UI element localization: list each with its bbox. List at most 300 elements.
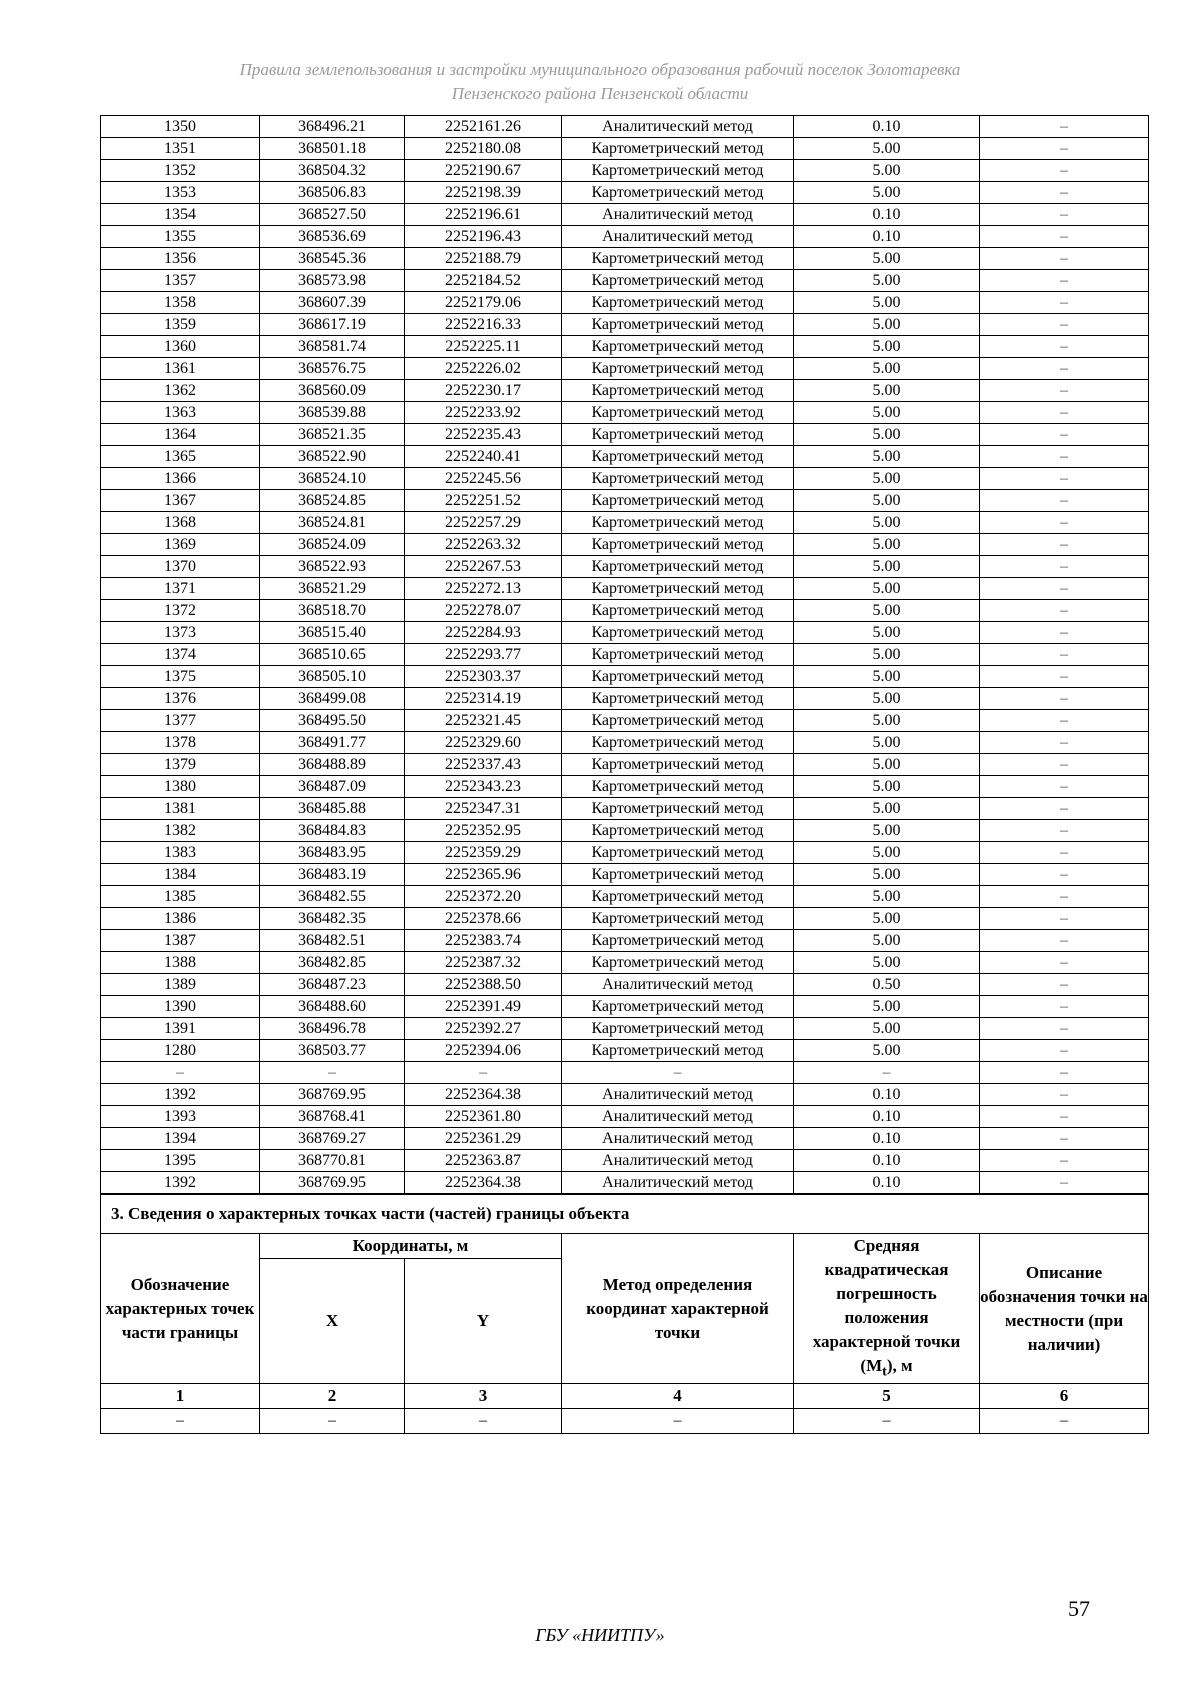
header-line-2: Пензенского района Пензенской области: [451, 84, 749, 103]
section-3-numbers-row: [101, 1384, 1149, 1409]
description-cell: –: [980, 314, 1149, 336]
point-id-cell: 1385: [101, 886, 260, 908]
y-coordinate-cell: 2252394.06: [405, 1040, 562, 1062]
description-cell: –: [980, 1128, 1149, 1150]
table-row: [101, 996, 1149, 1018]
y-coordinate-cell: 2252230.17: [405, 380, 562, 402]
description-cell: –: [980, 798, 1149, 820]
description-cell: –: [980, 336, 1149, 358]
point-id-cell: 1370: [101, 556, 260, 578]
error-cell: 5.00: [794, 248, 980, 270]
method-cell: Картометрический метод: [562, 182, 794, 204]
x-coordinate-cell: 368483.19: [260, 864, 405, 886]
table-row: [101, 1018, 1149, 1040]
y-coordinate-cell: 2252314.19: [405, 688, 562, 710]
description-cell: –: [980, 182, 1149, 204]
method-cell: Картометрический метод: [562, 138, 794, 160]
x-coordinate-cell: 368496.21: [260, 116, 405, 138]
x-coordinate-cell: 368495.50: [260, 710, 405, 732]
y-coordinate-cell: 2252293.77: [405, 644, 562, 666]
point-id-cell: 1358: [101, 292, 260, 314]
x-coordinate-cell: 368524.81: [260, 512, 405, 534]
description-cell: –: [980, 1172, 1149, 1194]
description-cell: –: [980, 1084, 1149, 1106]
y-coordinate-cell: 2252378.66: [405, 908, 562, 930]
error-cell: 5.00: [794, 930, 980, 952]
header-error-unit: ), м: [886, 1356, 913, 1375]
method-cell: Картометрический метод: [562, 600, 794, 622]
coordinates-table-body: [101, 116, 1149, 1194]
method-cell: Картометрический метод: [562, 1018, 794, 1040]
method-cell: Картометрический метод: [562, 380, 794, 402]
x-coordinate-cell: 368510.65: [260, 644, 405, 666]
table-row: [101, 248, 1149, 270]
error-cell: 5.00: [794, 666, 980, 688]
description-cell: –: [980, 776, 1149, 798]
error-cell: 5.00: [794, 138, 980, 160]
table-row: [101, 1128, 1149, 1150]
description-cell: –: [980, 842, 1149, 864]
description-cell: –: [980, 512, 1149, 534]
y-coordinate-cell: 2252179.06: [405, 292, 562, 314]
y-coordinate-cell: 2252161.26: [405, 116, 562, 138]
method-cell: Аналитический метод: [562, 116, 794, 138]
table-row: [101, 138, 1149, 160]
y-coordinate-cell: 2252372.20: [405, 886, 562, 908]
table-row: [101, 1172, 1149, 1194]
method-cell: Картометрический метод: [562, 534, 794, 556]
description-cell: –: [980, 424, 1149, 446]
column-number: 6: [980, 1384, 1149, 1409]
point-id-cell: 1383: [101, 842, 260, 864]
y-coordinate-cell: 2252361.80: [405, 1106, 562, 1128]
description-cell: –: [980, 930, 1149, 952]
point-id-cell: 1382: [101, 820, 260, 842]
method-cell: Картометрический метод: [562, 798, 794, 820]
method-cell: Аналитический метод: [562, 1172, 794, 1194]
method-cell: Картометрический метод: [562, 842, 794, 864]
table-row: [101, 842, 1149, 864]
description-cell: –: [980, 886, 1149, 908]
error-cell: 5.00: [794, 842, 980, 864]
method-cell: Картометрический метод: [562, 930, 794, 952]
error-cell: –: [794, 1062, 980, 1084]
error-cell: 0.10: [794, 1128, 980, 1150]
y-coordinate-cell: 2252263.32: [405, 534, 562, 556]
y-coordinate-cell: 2252184.52: [405, 270, 562, 292]
description-cell: –: [980, 490, 1149, 512]
method-cell: Аналитический метод: [562, 974, 794, 996]
y-coordinate-cell: 2252216.33: [405, 314, 562, 336]
method-cell: Картометрический метод: [562, 820, 794, 842]
table-row: [101, 292, 1149, 314]
error-cell: 5.00: [794, 710, 980, 732]
table-row: [101, 534, 1149, 556]
y-coordinate-cell: 2252198.39: [405, 182, 562, 204]
description-cell: –: [980, 160, 1149, 182]
y-coordinate-cell: 2252267.53: [405, 556, 562, 578]
point-id-cell: 1374: [101, 644, 260, 666]
method-cell: Картометрический метод: [562, 358, 794, 380]
column-number: 2: [260, 1384, 405, 1409]
point-id-cell: –: [101, 1062, 260, 1084]
method-cell: Картометрический метод: [562, 270, 794, 292]
x-coordinate-cell: 368581.74: [260, 336, 405, 358]
method-cell: Картометрический метод: [562, 556, 794, 578]
method-cell: Картометрический метод: [562, 490, 794, 512]
table-row: [101, 1040, 1149, 1062]
point-id-cell: 1360: [101, 336, 260, 358]
x-coordinate-cell: 368522.90: [260, 446, 405, 468]
x-coordinate-cell: –: [260, 1062, 405, 1084]
point-id-cell: 1352: [101, 160, 260, 182]
error-cell: 0.10: [794, 204, 980, 226]
point-id-cell: 1353: [101, 182, 260, 204]
description-cell: –: [980, 468, 1149, 490]
column-number: 3: [405, 1384, 562, 1409]
error-cell: 5.00: [794, 996, 980, 1018]
header-coordinates: Координаты, м: [260, 1234, 562, 1259]
y-coordinate-cell: 2252196.43: [405, 226, 562, 248]
table-row: [101, 820, 1149, 842]
error-cell: 0.10: [794, 1084, 980, 1106]
table-row: [101, 798, 1149, 820]
x-coordinate-cell: 368499.08: [260, 688, 405, 710]
table-row: [101, 886, 1149, 908]
empty-cell: –: [260, 1409, 405, 1434]
table-row: [101, 688, 1149, 710]
coordinates-table: [100, 115, 1149, 1194]
point-id-cell: 1378: [101, 732, 260, 754]
x-coordinate-cell: 368485.88: [260, 798, 405, 820]
x-coordinate-cell: 368515.40: [260, 622, 405, 644]
description-cell: –: [980, 952, 1149, 974]
error-cell: 0.10: [794, 226, 980, 248]
error-cell: 5.00: [794, 512, 980, 534]
error-cell: 5.00: [794, 182, 980, 204]
description-cell: –: [980, 1150, 1149, 1172]
point-id-cell: 1357: [101, 270, 260, 292]
y-coordinate-cell: 2252190.67: [405, 160, 562, 182]
error-cell: 5.00: [794, 644, 980, 666]
table-row: [101, 116, 1149, 138]
method-cell: Картометрический метод: [562, 908, 794, 930]
table-row: [101, 182, 1149, 204]
error-cell: 5.00: [794, 688, 980, 710]
description-cell: –: [980, 1040, 1149, 1062]
table-row: [101, 974, 1149, 996]
x-coordinate-cell: 368522.93: [260, 556, 405, 578]
x-coordinate-cell: 368768.41: [260, 1106, 405, 1128]
table-row: [101, 468, 1149, 490]
method-cell: Картометрический метод: [562, 688, 794, 710]
error-cell: 5.00: [794, 1040, 980, 1062]
method-cell: Картометрический метод: [562, 732, 794, 754]
method-cell: Картометрический метод: [562, 402, 794, 424]
method-cell: Картометрический метод: [562, 292, 794, 314]
page-footer: ГБУ «НИИТПУ»: [535, 1625, 665, 1645]
table-row: [101, 1062, 1149, 1084]
description-cell: –: [980, 996, 1149, 1018]
y-coordinate-cell: 2252361.29: [405, 1128, 562, 1150]
point-id-cell: 1372: [101, 600, 260, 622]
error-cell: 5.00: [794, 732, 980, 754]
method-cell: Картометрический метод: [562, 886, 794, 908]
x-coordinate-cell: 368521.29: [260, 578, 405, 600]
x-coordinate-cell: 368576.75: [260, 358, 405, 380]
point-id-cell: 1380: [101, 776, 260, 798]
description-cell: –: [980, 380, 1149, 402]
table-row: [101, 600, 1149, 622]
point-id-cell: 1369: [101, 534, 260, 556]
table-row: [101, 512, 1149, 534]
description-cell: –: [980, 270, 1149, 292]
description-cell: –: [980, 402, 1149, 424]
table-row: [101, 1084, 1149, 1106]
method-cell: Картометрический метод: [562, 1040, 794, 1062]
description-cell: –: [980, 622, 1149, 644]
section-3-title-row: [101, 1195, 1149, 1234]
method-cell: Картометрический метод: [562, 952, 794, 974]
error-cell: 5.00: [794, 754, 980, 776]
point-id-cell: 1392: [101, 1084, 260, 1106]
error-cell: 5.00: [794, 160, 980, 182]
page-content: [100, 115, 1148, 1434]
error-cell: 5.00: [794, 358, 980, 380]
running-header: [0, 58, 1200, 106]
error-cell: 0.10: [794, 1172, 980, 1194]
y-coordinate-cell: 2252387.32: [405, 952, 562, 974]
header-error-subscript: t: [882, 1363, 887, 1380]
y-coordinate-cell: 2252352.95: [405, 820, 562, 842]
y-coordinate-cell: 2252392.27: [405, 1018, 562, 1040]
header-y: Y: [405, 1259, 562, 1384]
error-cell: 5.00: [794, 776, 980, 798]
method-cell: Аналитический метод: [562, 204, 794, 226]
description-cell: –: [980, 204, 1149, 226]
point-id-cell: 1366: [101, 468, 260, 490]
x-coordinate-cell: 368770.81: [260, 1150, 405, 1172]
y-coordinate-cell: 2252388.50: [405, 974, 562, 996]
method-cell: Аналитический метод: [562, 1084, 794, 1106]
table-row: [101, 952, 1149, 974]
description-cell: –: [980, 710, 1149, 732]
point-id-cell: 1356: [101, 248, 260, 270]
y-coordinate-cell: 2252383.74: [405, 930, 562, 952]
x-coordinate-cell: 368617.19: [260, 314, 405, 336]
point-id-cell: 1367: [101, 490, 260, 512]
x-coordinate-cell: 368560.09: [260, 380, 405, 402]
description-cell: –: [980, 138, 1149, 160]
error-cell: 5.00: [794, 314, 980, 336]
table-row: [101, 446, 1149, 468]
page-number: 57: [1068, 1596, 1090, 1621]
header-description: Описание обозначения точки на местности (при наличии): [980, 1234, 1149, 1384]
error-cell: 5.00: [794, 600, 980, 622]
x-coordinate-cell: 368769.95: [260, 1084, 405, 1106]
column-number: 1: [101, 1384, 260, 1409]
table-row: [101, 930, 1149, 952]
point-id-cell: 1359: [101, 314, 260, 336]
table-row: [101, 1150, 1149, 1172]
empty-cell: –: [101, 1409, 260, 1434]
header-method: Метод определения координат характерной точки: [562, 1234, 794, 1384]
error-cell: 5.00: [794, 578, 980, 600]
error-cell: 5.00: [794, 292, 980, 314]
y-coordinate-cell: 2252225.11: [405, 336, 562, 358]
point-id-cell: 1361: [101, 358, 260, 380]
point-id-cell: 1354: [101, 204, 260, 226]
y-coordinate-cell: 2252363.87: [405, 1150, 562, 1172]
error-cell: 5.00: [794, 270, 980, 292]
description-cell: –: [980, 666, 1149, 688]
y-coordinate-cell: 2252365.96: [405, 864, 562, 886]
y-coordinate-cell: 2252337.43: [405, 754, 562, 776]
error-cell: 5.00: [794, 864, 980, 886]
x-coordinate-cell: 368527.50: [260, 204, 405, 226]
description-cell: –: [980, 1018, 1149, 1040]
table-row: [101, 864, 1149, 886]
description-cell: –: [980, 248, 1149, 270]
error-cell: 5.00: [794, 380, 980, 402]
description-cell: –: [980, 556, 1149, 578]
table-row: [101, 424, 1149, 446]
section-3-header-row-1: [101, 1234, 1149, 1259]
y-coordinate-cell: 2252240.41: [405, 446, 562, 468]
y-coordinate-cell: 2252196.61: [405, 204, 562, 226]
table-row: [101, 622, 1149, 644]
y-coordinate-cell: 2252251.52: [405, 490, 562, 512]
point-id-cell: 1365: [101, 446, 260, 468]
method-cell: Картометрический метод: [562, 864, 794, 886]
method-cell: Картометрический метод: [562, 336, 794, 358]
header-error-text: Средняя квадратическая погрешность положения характерной точки (M: [812, 1236, 961, 1375]
x-coordinate-cell: 368518.70: [260, 600, 405, 622]
x-coordinate-cell: 368504.32: [260, 160, 405, 182]
y-coordinate-cell: 2252233.92: [405, 402, 562, 424]
method-cell: Картометрический метод: [562, 512, 794, 534]
empty-cell: –: [562, 1409, 794, 1434]
y-coordinate-cell: 2252364.38: [405, 1084, 562, 1106]
method-cell: Картометрический метод: [562, 996, 794, 1018]
point-id-cell: 1364: [101, 424, 260, 446]
x-coordinate-cell: 368488.60: [260, 996, 405, 1018]
table-row: [101, 336, 1149, 358]
header-error: [794, 1234, 980, 1384]
table-row: [101, 776, 1149, 798]
x-coordinate-cell: 368524.85: [260, 490, 405, 512]
error-cell: 5.00: [794, 468, 980, 490]
y-coordinate-cell: 2252188.79: [405, 248, 562, 270]
y-coordinate-cell: 2252343.23: [405, 776, 562, 798]
x-coordinate-cell: 368539.88: [260, 402, 405, 424]
method-cell: Картометрический метод: [562, 578, 794, 600]
point-id-cell: 1371: [101, 578, 260, 600]
y-coordinate-cell: 2252284.93: [405, 622, 562, 644]
point-id-cell: 1377: [101, 710, 260, 732]
description-cell: –: [980, 1062, 1149, 1084]
x-coordinate-cell: 368482.35: [260, 908, 405, 930]
point-id-cell: 1368: [101, 512, 260, 534]
x-coordinate-cell: 368487.23: [260, 974, 405, 996]
x-coordinate-cell: 368491.77: [260, 732, 405, 754]
x-coordinate-cell: 368524.09: [260, 534, 405, 556]
description-cell: –: [980, 600, 1149, 622]
table-row: [101, 578, 1149, 600]
point-id-cell: 1373: [101, 622, 260, 644]
error-cell: 5.00: [794, 820, 980, 842]
y-coordinate-cell: 2252272.13: [405, 578, 562, 600]
method-cell: Картометрический метод: [562, 468, 794, 490]
error-cell: 0.10: [794, 116, 980, 138]
x-coordinate-cell: 368536.69: [260, 226, 405, 248]
table-row: [101, 402, 1149, 424]
x-coordinate-cell: 368505.10: [260, 666, 405, 688]
description-cell: –: [980, 578, 1149, 600]
point-id-cell: 1355: [101, 226, 260, 248]
point-id-cell: 1375: [101, 666, 260, 688]
description-cell: –: [980, 732, 1149, 754]
table-row: [101, 380, 1149, 402]
method-cell: Картометрический метод: [562, 446, 794, 468]
point-id-cell: 1388: [101, 952, 260, 974]
x-coordinate-cell: 368769.95: [260, 1172, 405, 1194]
method-cell: Картометрический метод: [562, 666, 794, 688]
point-id-cell: 1350: [101, 116, 260, 138]
x-coordinate-cell: 368487.09: [260, 776, 405, 798]
description-cell: –: [980, 292, 1149, 314]
x-coordinate-cell: 368607.39: [260, 292, 405, 314]
y-coordinate-cell: 2252245.56: [405, 468, 562, 490]
error-cell: 0.10: [794, 1150, 980, 1172]
method-cell: Картометрический метод: [562, 710, 794, 732]
x-coordinate-cell: 368483.95: [260, 842, 405, 864]
method-cell: Аналитический метод: [562, 1128, 794, 1150]
point-id-cell: 1393: [101, 1106, 260, 1128]
y-coordinate-cell: 2252226.02: [405, 358, 562, 380]
y-coordinate-cell: 2252303.37: [405, 666, 562, 688]
y-coordinate-cell: 2252235.43: [405, 424, 562, 446]
error-cell: 5.00: [794, 446, 980, 468]
table-row: [101, 160, 1149, 182]
point-id-cell: 1351: [101, 138, 260, 160]
y-coordinate-cell: 2252359.29: [405, 842, 562, 864]
description-cell: –: [980, 226, 1149, 248]
point-id-cell: 1389: [101, 974, 260, 996]
table-row: [101, 556, 1149, 578]
point-id-cell: 1394: [101, 1128, 260, 1150]
x-coordinate-cell: 368482.51: [260, 930, 405, 952]
point-id-cell: 1379: [101, 754, 260, 776]
method-cell: Аналитический метод: [562, 226, 794, 248]
error-cell: 5.00: [794, 908, 980, 930]
description-cell: –: [980, 116, 1149, 138]
table-row: [101, 314, 1149, 336]
column-number: 4: [562, 1384, 794, 1409]
x-coordinate-cell: 368503.77: [260, 1040, 405, 1062]
method-cell: Картометрический метод: [562, 776, 794, 798]
method-cell: Картометрический метод: [562, 622, 794, 644]
method-cell: –: [562, 1062, 794, 1084]
method-cell: Картометрический метод: [562, 754, 794, 776]
point-id-cell: 1387: [101, 930, 260, 952]
table-row: [101, 204, 1149, 226]
table-row: [101, 908, 1149, 930]
description-cell: –: [980, 864, 1149, 886]
x-coordinate-cell: 368501.18: [260, 138, 405, 160]
error-cell: 5.00: [794, 1018, 980, 1040]
point-id-cell: 1386: [101, 908, 260, 930]
